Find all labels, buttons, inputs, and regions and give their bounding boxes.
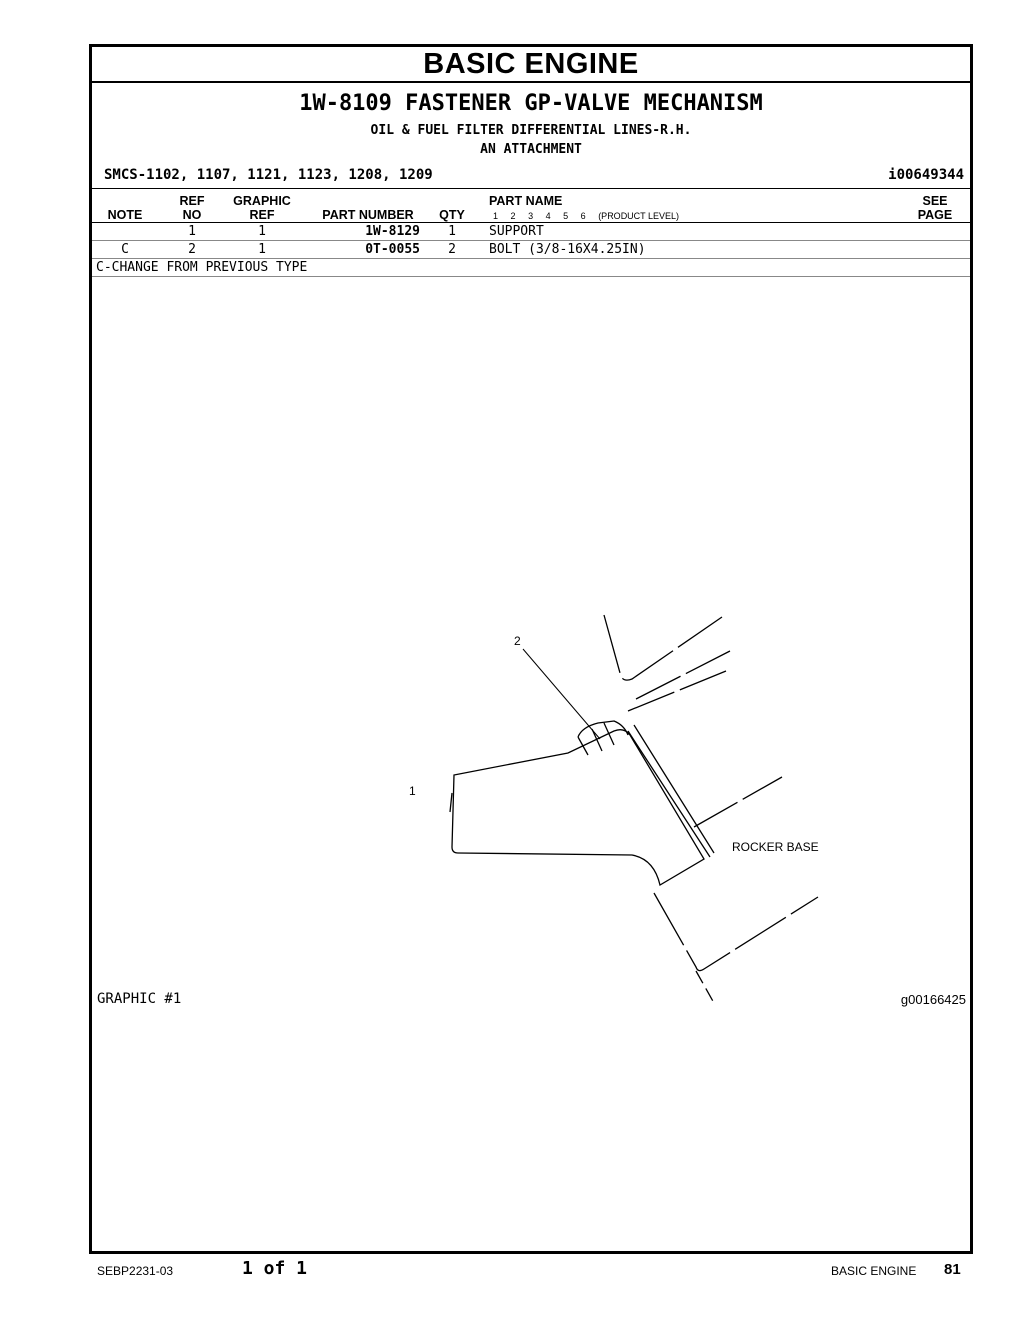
callout-2: 2	[514, 634, 521, 648]
level-1: 1	[493, 211, 499, 221]
graphic-id: g00166425	[900, 992, 966, 1007]
page-frame	[89, 44, 973, 1254]
product-level-label: (PRODUCT LEVEL)	[598, 211, 680, 221]
header-divider	[92, 222, 970, 223]
row-ref-no: 1	[188, 224, 196, 239]
level-2: 2	[510, 211, 516, 221]
row-qty: 1	[448, 224, 456, 239]
support-bracket	[452, 730, 704, 885]
footer-section: BASIC ENGINE	[831, 1264, 917, 1278]
col-see-bottom: PAGE	[917, 208, 953, 222]
row-divider	[92, 240, 970, 241]
page-title: BASIC ENGINE	[92, 47, 970, 83]
footer-page-count: 1 of 1	[242, 1258, 308, 1279]
col-note: NOTE	[107, 208, 143, 222]
row-ref-no: 2	[188, 242, 196, 257]
footnote-divider	[92, 276, 970, 277]
col-part-name: PART NAME	[489, 194, 563, 208]
smcs-codes: SMCS-1102, 1107, 1121, 1123, 1208, 1209	[104, 167, 433, 183]
divider	[92, 188, 970, 189]
footer-page-number: 81	[944, 1261, 961, 1278]
rocker-base-label: ROCKER BASE	[732, 840, 819, 854]
col-see-top: SEE	[922, 194, 948, 208]
callout-1: 1	[409, 784, 416, 798]
graphic-label: GRAPHIC #1	[97, 991, 182, 1007]
level-3: 3	[528, 211, 534, 221]
row-part-name: BOLT (3/8-16X4.25IN)	[489, 242, 646, 257]
col-part-number: PART NUMBER	[322, 208, 414, 222]
col-graphic-bottom: REF	[249, 208, 275, 222]
row-part-number: 1W-8129	[365, 224, 420, 239]
bolt-head	[578, 721, 628, 755]
col-ref-top: REF	[179, 194, 205, 208]
col-qty: QTY	[439, 208, 465, 222]
level-4: 4	[545, 211, 551, 221]
row-divider	[92, 258, 970, 259]
row-part-name: SUPPORT	[489, 224, 544, 239]
row-part-number: 0T-0055	[365, 242, 420, 257]
row-graphic-ref: 1	[258, 224, 266, 239]
footnote: C-CHANGE FROM PREVIOUS TYPE	[96, 260, 308, 275]
level-5: 5	[563, 211, 569, 221]
group-heading	[92, 91, 970, 116]
row-note: C	[121, 242, 129, 257]
illustration-id: i00649344	[888, 167, 964, 183]
row-graphic-ref: 1	[258, 242, 266, 257]
footer-doc-number: SEBP2231-03	[97, 1264, 174, 1278]
group-subtitle-1: OIL & FUEL FILTER DIFFERENTIAL LINES-R.H.	[370, 123, 692, 138]
row-qty: 2	[448, 242, 456, 257]
group-subtitle-2: AN ATTACHMENT	[480, 142, 582, 157]
level-6: 6	[580, 211, 586, 221]
group-name: FASTENER GP-VALVE MECHANISM	[405, 91, 763, 116]
parts-illustration	[392, 607, 852, 1017]
product-levels	[489, 211, 679, 221]
group-part-number: 1W-8109	[299, 91, 392, 116]
col-graphic-top: GRAPHIC	[233, 194, 291, 208]
col-ref-bottom: NO	[182, 208, 202, 222]
